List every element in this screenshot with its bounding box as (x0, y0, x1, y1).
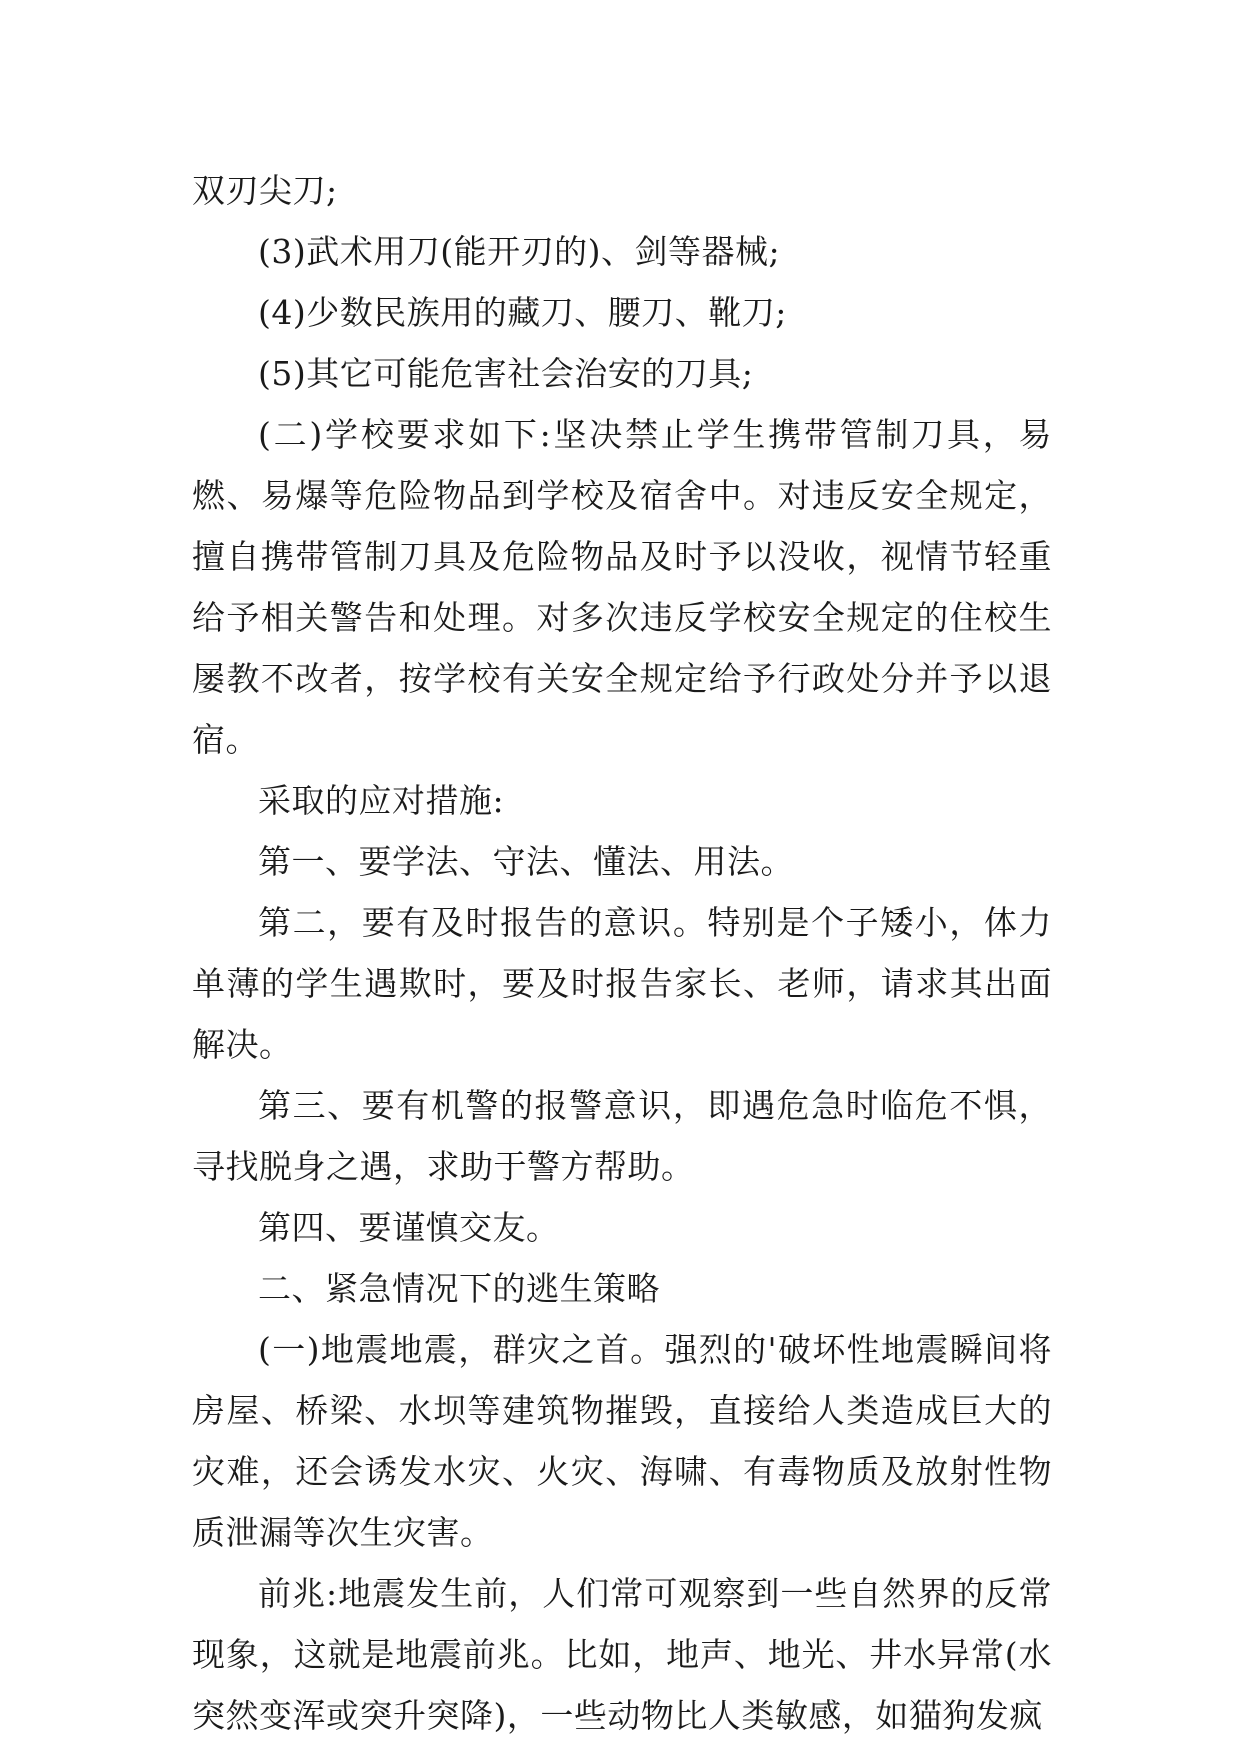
paragraph-7: 第一、要学法、守法、懂法、用法。 (258, 842, 794, 881)
section-heading: 二、紧急情况下的逃生策略 (258, 1269, 660, 1308)
paragraph-3: (4)少数民族用的藏刀、腰刀、靴刀; (258, 293, 787, 332)
paragraph-6: 采取的应对措施: (258, 781, 505, 820)
paragraph-1: 双刃尖刀; (192, 171, 338, 210)
paragraph-4: (5)其它可能危害社会治安的刀具; (258, 354, 754, 393)
paragraph-13: 前兆:地震发生前，人们常可观察到一些自然界的反常现象，这就是地震前兆。比如，地声、地光、井水异常(水突然变浑或突升突降)，一些动物比人类敏感，如猫狗发疯 (192, 1574, 1052, 1735)
paragraph-9: 第三、要有机警的报警意识，即遇危急时临危不惧，寻找脱身之遇，求助于警方帮助。 (192, 1086, 1052, 1186)
document-body (192, 160, 1052, 1746)
paragraph-12: (一)地震地震，群灾之首。强烈的'破坏性地震瞬间将房屋、桥梁、水坝等建筑物摧毁，直接给人类造成巨大的灾难，还会诱发水灾、火灾、海啸、有毒物质及放射性物质泄漏等次生灾害。 (192, 1330, 1052, 1552)
paragraph-8: 第二，要有及时报告的意识。特别是个子矮小，体力单薄的学生遇欺时，要及时报告家长、老师，请求其出面解决。 (192, 903, 1052, 1064)
paragraph-5: (二)学校要求如下:坚决禁止学生携带管制刀具，易燃、易爆等危险物品到学校及宿舍中。对违反安全规定，擅自携带管制刀具及危险物品及时予以没收，视情节轻重给予相关警告和处理。对多次违反学校安全规定的住校生屡教不改者，按学校有关安全规定给予行政处分并予以退宿。 (192, 415, 1052, 759)
paragraph-2: (3)武术用刀(能开刃的)、剑等器械; (258, 232, 781, 271)
paragraph-10: 第四、要谨慎交友。 (258, 1208, 560, 1247)
